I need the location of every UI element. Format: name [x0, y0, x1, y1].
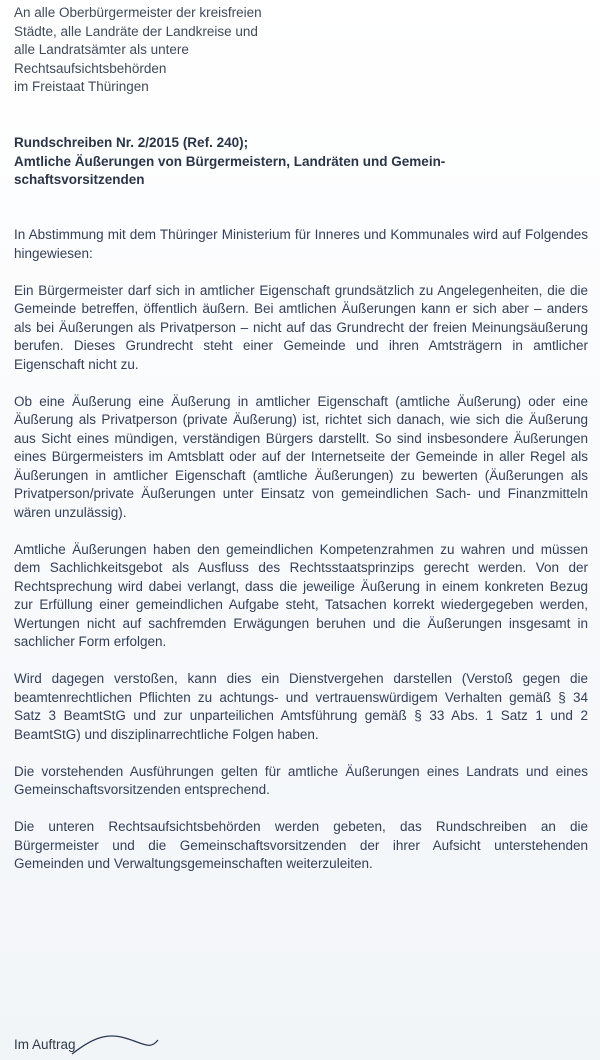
paragraph-violation: Wird dagegen verstoßen, kann dies ein Dienstvergehen darstellen (Verstoß gegen die beamtenrechtlichen Pflichten zu achtungs- und vertrauenswürdigem Verhalten gemäß § 34 Satz 3 BeamtStG und zur unparteilichen Amtsführung gemäß § 33 Abs. 1 Satz 1 und 2 BeamtStG) und disziplinarrechtliche Folgen haben. — [14, 671, 588, 742]
address-line: Rechtsaufsichtsbehörden — [14, 60, 167, 76]
subject-heading — [14, 134, 588, 190]
address-line: im Freistaat Thüringen — [14, 79, 149, 94]
paragraph-applicability: Die vorstehenden Ausführungen gelten für amtliche Äußerungen eines Landrats und eines Gemeinschaftsvorsitzenden entsprechend. — [14, 763, 588, 797]
paragraph-distinction: Ob eine Äußerung eine Äußerung in amtlicher Eigenschaft (amtliche Äußerung) oder eine Äußerung als Privatperson (private Äußerung) ist, richtet sich danach, wie sich die Äußerung aus Sicht eines mündigen, verständigen Bürgers darstellt. So sind insbesondere Äußerungen eines Bürgermeisters im Amtsblatt oder auf der Internetseite der Gemeinde in aller Regel als Äußerungen in amtlicher Eigenschaft (amtliche Äußerungen) zu bewerten (Äußerungen als Privatperson/private Äußerungen unter Einsatz von gemeindlichen Sach- und Finanzmitteln wären unzulässig). — [14, 393, 588, 520]
paragraph-forwarding: Die unteren Rechtsaufsichtsbehörden werden gebeten, das Rundschreiben an die Bürgermeister und die Gemeinschaftsvorsitzenden der ihrer Aufsicht unterstehenden Gemeinden und Verwaltungsgemeinschaften weiterzuleiten. — [14, 819, 588, 871]
address-line: alle Landratsämter als untere — [14, 42, 189, 57]
paragraph-official-statements: Ein Bürgermeister darf sich in amtlicher Eigenschaft grundsätzlich zu Angelegenheiten, die die Gemeinde betreffen, öffentlich äußern. Bei amtlichen Äußerungen kann er sich aber – anders als bei Äußerungen als Privatperson – nicht auf das Grundrecht der freien Meinungsäußerung berufen. Dieses Grundrecht steht einer Gemeinde und ihren Amtsträgern in amtlicher Eigenschaft nicht zu. — [14, 282, 588, 372]
signature-stroke-icon — [70, 1010, 160, 1060]
paragraph-requirements: Amtliche Äußerungen haben den gemeindlichen Kompetenzrahmen zu wahren und müssen dem Sachlichkeitsgebot als Ausfluss des Rechtsstaatsprinzips gerecht werden. Von der Rechtsprechung wird dabei verlangt, dass die jeweilige Äußerung in einem konkreten Bezug zur Erfüllung einer gemeindlichen Aufgabe steht, Tatsachen korrekt wiedergegeben werden, Wertungen nicht auf sachfremden Erwägungen beruhen und die Äußerungen insgesamt in sachlicher Form erfolgen. — [14, 541, 588, 649]
address-line: Städte, alle Landräte der Landkreise und — [14, 23, 258, 39]
address-line: An alle Oberbürgermeister der kreisfreien — [14, 5, 262, 20]
subject-line-continued: schaftsvorsitzenden — [14, 172, 145, 187]
paragraph-intro: In Abstimmung mit dem Thüringer Ministerium für Inneres und Kommunales wird auf Folgendes hingewiesen: — [14, 227, 588, 261]
subject-line: Amtliche Äußerungen von Bürgermeistern, Landräten und Gemein- — [14, 153, 446, 169]
recipient-address — [14, 4, 262, 97]
circular-number: Rundschreiben Nr. 2/2015 (Ref. 240); — [14, 135, 249, 150]
signature-label: Im Auftrag — [14, 1037, 76, 1052]
letter-body — [14, 226, 588, 892]
